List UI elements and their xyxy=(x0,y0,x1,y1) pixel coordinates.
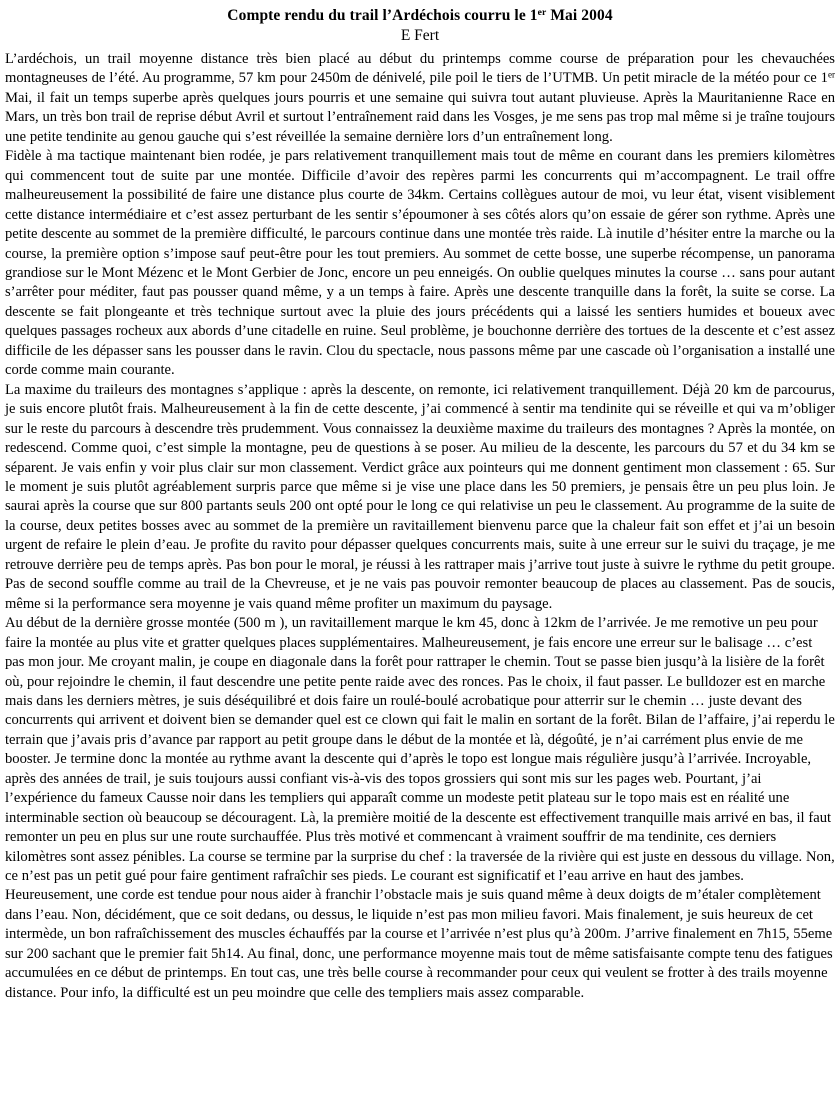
paragraph-2: Fidèle à ma tactique maintenant bien rodée, je pars relativement tranquillement mais tout de même en courant dans les premiers kilomètres qui commencent tout de suite par une montée. Difficile d’avoir des repères parmi les concurrents qui m’accompagnent. Le trail offre malheureusement la possibilité de faire une distance plus courte de 34km. Certains collègues autour de moi, vu leur état, visent visiblement cette distance intermédiaire et c’est assez perturbant de les sentir s’époumoner à ses côtés alors qu’on essaie de gérer son rythme. Après une petite descente au sommet de la première difficulté, le parcours continue dans une montée très raide. Là inutile d’hésiter entre la marche ou la course, la première option s’impose sauf peut-être pour les tout premiers. Au sommet de cette bosse, une superbe récompense, un panorama grandiose sur le Mont Mézenc et le Mont Gerbier de Jonc, encore un peu enneigés. On oublie quelques minutes la course … sans pour autant s’arrêter pour méditer, faut pas pousser quand même, y a un temps à faire. Après une descente tranquille dans la forêt, la suite se corse. La descente se fait plongeante et très technique surtout avec la pluie des jours précédents qui a laissé les sentiers humides et boueux avec quelques passages rocheux aux abords d’une citadelle en ruine. Seul problème, je bouchonne derrière des tortues de la descente et c’est assez difficile de les dépasser sans les pousser dans le ravin. Clou du spectacle, nous passons même par une cascade où l’organisation a installé une corde comme main courante. xyxy=(5,148,835,379)
page-title-text-before-superscript: Compte rendu du trail l’Ardéchois courru le 1 xyxy=(227,7,538,24)
paragraph-3: La maxime du traileurs des montagnes s’applique : après la descente, on remonte, ici relativement tranquillement. Déjà 20 km de parcourus, je suis encore plutôt frais. Malheureusement à la fin de cette descente, j’ai commencé à sentir ma tendinite qui se réveille et qui va m’obliger sur le reste du parcours à descendre très prudemment. Vous connaissez la deuxième maxime du traileurs des montagnes ? Après la montée, on redescend. Comme quoi, c’est simple la montagne, peu de questions à se poser. Au milieu de la descente, les parcours du 57 et du 34 km se séparent. Je vais enfin y voir plus clair sur mon classement. Verdict grâce aux pointeurs qui me donnent gentiment mon classement : 65. Sur le moment je suis plutôt agréablement surpris parce que même si je vise une place dans les 50 premiers, je pensais être un peu plus loin. Je saurai après la course que sur 800 partants seuls 200 ont opté pour le long ce qui relativise un peu le classement. Au programme de la suite de la course, deux petites bosses avec au sommet de la première un ravitaillement bienvenu parce que la chaleur fait son effet et j’ai un besoin urgent de refaire le plein d’eau. Je profite du ravito pour dépasser quelques concurrents mais, suite à une erreur sur le suivi du traçage, je me retrouve derrière peu de temps après. Pas bon pour le moral, je réussi à les rattraper mais j’arrive tout juste à suivre le rythme du petit groupe. Pas de second souffle comme au trail de la Chevreuse, et je ne vais pas pouvoir remonter beaucoup de places au classement. Pas de soucis, même si la performance sera moyenne je vais quand même profiter un maximum du paysage. xyxy=(5,381,836,612)
paragraph-1: L’ardéchois, un trail moyenne distance très bien placé au début du printemps comme course de préparation pour les chevauchées montagneuses de l’été. Au programme, 57 km pour 2450m de dénivelé, pile poil le tiers de l’UTMB. Un petit miracle de la météo pour ce 1er Mai, il fait un temps superbe après quelques jours pourris et une semaine qui suivra tout autant pluvieuse. Après la Mauritanienne Race en Mars, un très bon trail de reprise début Avril et surtout l’entraînement raid dans les Vosges, je me sens pas trop mal même si je traîne toujours une petite tendinite au genou gauche qui s’est réveillée la semaine dernière lors d’un entraînement long. xyxy=(5,51,835,145)
page-title-ordinal-superscript: er xyxy=(537,7,547,19)
ordinal-superscript: er xyxy=(827,69,835,80)
page-title xyxy=(5,6,835,26)
page-title-text-after-superscript: Mai 2004 xyxy=(546,7,613,24)
document-body xyxy=(5,50,835,1003)
paragraph-4: Au début de la dernière grosse montée (500 m ), un ravitaillement marque le km 45, donc à 12km de l’arrivée. Je me remotive un peu pour faire la montée au plus vite et gratter quelques places supplémentaires. Malheureusement, je fais encore une erreur sur le balisage … c’est pas mon jour. Me croyant malin, je coupe en diagonale dans la forêt pour rattraper le chemin. Tout se passe bien jusqu’à la lisière de la forêt où, pour rejoindre le chemin, il faut descendre une petite pente raide avec des ronces. Pas le choix, il faut passer. Le bulldozer est en marche mais dans les derniers mètres, je suis déséquilibré et dois faire un roulé-boulé acrobatique pour atterrir sur le chemin … juste devant des concurrents qui arrivent et doivent bien se demander quel est ce clown qui fait le malin en sortant de la forêt. Bilan de l’affaire, j’ai reperdu le terrain que j’avais pris d’avance par rapport au petit groupe dans le début de la montée et là, dégoûté, je n’ai carrément plus envie de me booster. Je termine donc la montée au rythme avant la descente qui d’après le topo est longue mais régulière jusqu’à l’arrivée. Incroyable, après des années de trail, je suis toujours aussi confiant vis-à-vis des topos grossiers qui sont mis sur les pages web. Pourtant, j’ai l’expérience du fameux Causse noir dans les templiers qui apparaît comme un modeste petit plateau sur le topo mais est en réalité une interminable section où beaucoup se découragent. Là, la première moitié de la descente est effectivement tranquille mais arrivé en bas, il faut remonter un peu en plus sur une route surchauffée. Plus très motivé et commencant à vraiment souffrir de ma tendinite, ces derniers kilomètres sont assez pénibles. La course se termine par la surprise du chef : la traversée de la rivière qui est juste en dessous du village. Non, ce n’est pas un petit gué pour faire gentiment rafraîchir ses pieds. Le courant est significatif et l’eau arrive en haut des jambes. Heureusement, une corde est tendue pour nous aider à franchir l’obstacle mais je suis quand même à deux doigts de m’étaler complètement dans l’eau. Non, décidément, que ce soit dedans, ou dessus, le liquide n’est pas mon milieu favori. Mais finalement, je suis heureux de cet intermède, un bon rafraîchissement des muscles échauffés par la course et l’arrivée n’est plus qu’à 200m. J’arrive finalement en 7h15, 55eme sur 200 sachant que le premier fait 5h14. Au final, donc, une performance moyenne mais tout de même satisfaisante compte tenu des fatigues accumulées en ce début de printemps. En tout cas, une très belle course à recommander pour ceux qui veulent se frotter à des trails moyenne distance. Pour info, la difficulté est un peu moindre que celle des templiers mais assez comparable. xyxy=(5,615,835,1001)
document-author: E Fert xyxy=(400,27,440,44)
